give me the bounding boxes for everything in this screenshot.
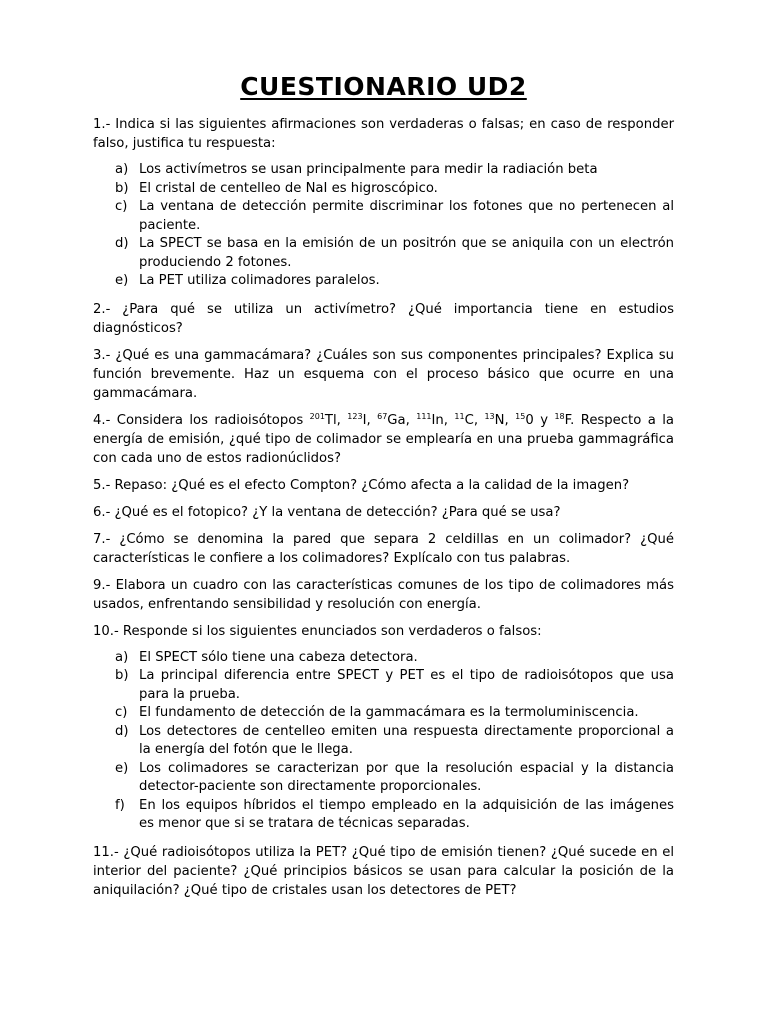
question-5: 5.- Repaso: ¿Qué es el efecto Compton? ¿Cómo afecta a la calidad de la imagen? xyxy=(93,477,630,493)
statement-text: La principal diferencia entre SPECT y PET es el tipo de radioisótopos que usa para la prueba. xyxy=(139,668,674,702)
isotope-mass: 18 xyxy=(554,411,565,421)
isotope-separator: y xyxy=(533,412,555,428)
statement-text: El SPECT sólo tiene una cabeza detectora. xyxy=(139,649,418,665)
statement-text: Los colimadores se caracterizan por que la resolución espacial y la distancia detector-paciente son directamente proporcionales. xyxy=(139,760,674,794)
statement-item xyxy=(93,235,674,272)
statement-item xyxy=(93,198,674,235)
statement-label: e) xyxy=(115,273,129,288)
question-1-statements xyxy=(93,161,674,291)
statement-text: Los activímetros se usan principalmente para medir la radiación beta xyxy=(139,162,598,177)
question-4-prefix: 4.- Considera los radioisótopos xyxy=(93,412,310,428)
statement-item xyxy=(93,649,674,668)
isotope xyxy=(310,413,348,428)
isotope-symbol: C xyxy=(464,412,474,428)
isotope xyxy=(454,413,484,428)
statement-label: a) xyxy=(115,649,129,665)
question-4 xyxy=(93,411,674,468)
statement-label: e) xyxy=(115,760,129,776)
statement-item xyxy=(93,760,674,797)
question-2: 2.- ¿Para qué se utiliza un activímetro? ¿Qué importancia tiene en estudios diagnósticos? xyxy=(93,301,674,336)
statement-text: La SPECT se basa en la emisión de un positrón que se aniquila con un electrón produciendo 2 fotones. xyxy=(139,236,674,270)
statement-text: La ventana de detección permite discriminar los fotones que no pertenecen al paciente. xyxy=(139,199,674,233)
statement-label: a) xyxy=(115,162,129,177)
isotope-separator: , xyxy=(336,412,348,428)
statement-label: d) xyxy=(115,723,129,739)
statement-item xyxy=(93,180,674,199)
isotope xyxy=(484,413,515,428)
question-9: 9.- Elabora un cuadro con las características comunes de los tipo de colimadores más usados, enfrentando sensibilidad y resolución con energía. xyxy=(93,577,674,612)
isotope-list xyxy=(310,413,570,428)
statement-text: Los detectores de centelleo emiten una respuesta directamente proporcional a la energía del fotón que le llega. xyxy=(139,723,674,757)
isotope-symbol: Ga xyxy=(387,412,406,428)
isotope-separator: , xyxy=(473,412,485,428)
statement-item xyxy=(93,667,674,704)
statement-label: b) xyxy=(115,668,129,683)
isotope-symbol: I xyxy=(362,412,367,428)
isotope-symbol: N xyxy=(494,412,505,428)
isotope-separator: , xyxy=(405,412,417,428)
isotope-symbol: 0 xyxy=(525,412,534,428)
isotope-mass: 13 xyxy=(484,411,495,421)
question-10-statements xyxy=(93,649,674,834)
isotope-separator: , xyxy=(366,412,378,428)
statement-text: En los equipos híbridos el tiempo empleado en la adquisición de las imágenes es menor que si se tratara de técnicas separadas. xyxy=(139,797,674,831)
isotope-separator: , xyxy=(504,412,516,428)
statement-text: La PET utiliza colimadores paralelos. xyxy=(139,273,380,288)
question-4-suffix: . Respecto a la energía de emisión, ¿qué tipo de colimador se emplearía en una prueba gammagráfica con cada uno de estos radionúclidos? xyxy=(93,412,674,466)
statement-item xyxy=(93,704,674,723)
statement-item xyxy=(93,161,674,180)
isotope-mass: 11 xyxy=(454,411,465,421)
isotope-mass: 123 xyxy=(347,411,363,421)
isotope-mass: 201 xyxy=(309,411,325,421)
statement-item xyxy=(93,797,674,834)
statement-label: d) xyxy=(115,236,129,251)
isotope-separator: , xyxy=(443,412,455,428)
statement-label: c) xyxy=(115,199,128,214)
isotope xyxy=(377,413,416,428)
isotope xyxy=(416,413,454,428)
question-11: 11.- ¿Qué radioisótopos utiliza la PET? ¿Qué tipo de emisión tienen? ¿Qué sucede en el interior del paciente? ¿Qué principios básicos se usan para calcular la posición de la aniquilación? ¿Qué tipo de cristales usan los detectores de PET? xyxy=(93,844,674,898)
question-3: 3.- ¿Qué es una gammacámara? ¿Cuáles son sus componentes principales? Explica su función brevemente. Haz un esquema con el proceso básico que ocurre en una gammacámara. xyxy=(93,347,674,401)
statement-item xyxy=(93,272,674,291)
statement-item xyxy=(93,723,674,760)
isotope xyxy=(554,413,570,428)
isotope-symbol: Tl xyxy=(324,412,337,428)
isotope-mass: 15 xyxy=(515,411,526,421)
page-title: CUESTIONARIO UD2 xyxy=(240,72,527,101)
statement-text: El fundamento de detección de la gammacámara es la termoluminiscencia. xyxy=(139,705,639,720)
question-1: 1.- Indica si las siguientes afirmaciones son verdaderas o falsas; en caso de responder falso, justifica tu respuesta: xyxy=(93,117,674,151)
question-6: 6.- ¿Qué es el fotopico? ¿Y la ventana de detección? ¿Para qué se usa? xyxy=(93,504,561,520)
statement-text: El cristal de centelleo de NaI es higroscópico. xyxy=(139,180,438,196)
question-7: 7.- ¿Cómo se denomina la pared que separa 2 celdillas en un colimador? ¿Qué características le confiere a los colimadores? Explícalo con tus palabras. xyxy=(93,531,674,566)
isotope-symbol: In xyxy=(431,412,444,428)
isotope-mass: 111 xyxy=(416,411,432,421)
isotope xyxy=(515,413,554,428)
isotope-symbol: F xyxy=(564,412,571,428)
statement-label: b) xyxy=(115,180,129,196)
isotope xyxy=(347,413,377,428)
isotope-mass: 67 xyxy=(377,411,388,421)
statement-label: f) xyxy=(115,797,125,813)
statement-label: c) xyxy=(115,705,128,720)
question-10: 10.- Responde si los siguientes enunciados son verdaderos o falsos: xyxy=(93,623,542,639)
